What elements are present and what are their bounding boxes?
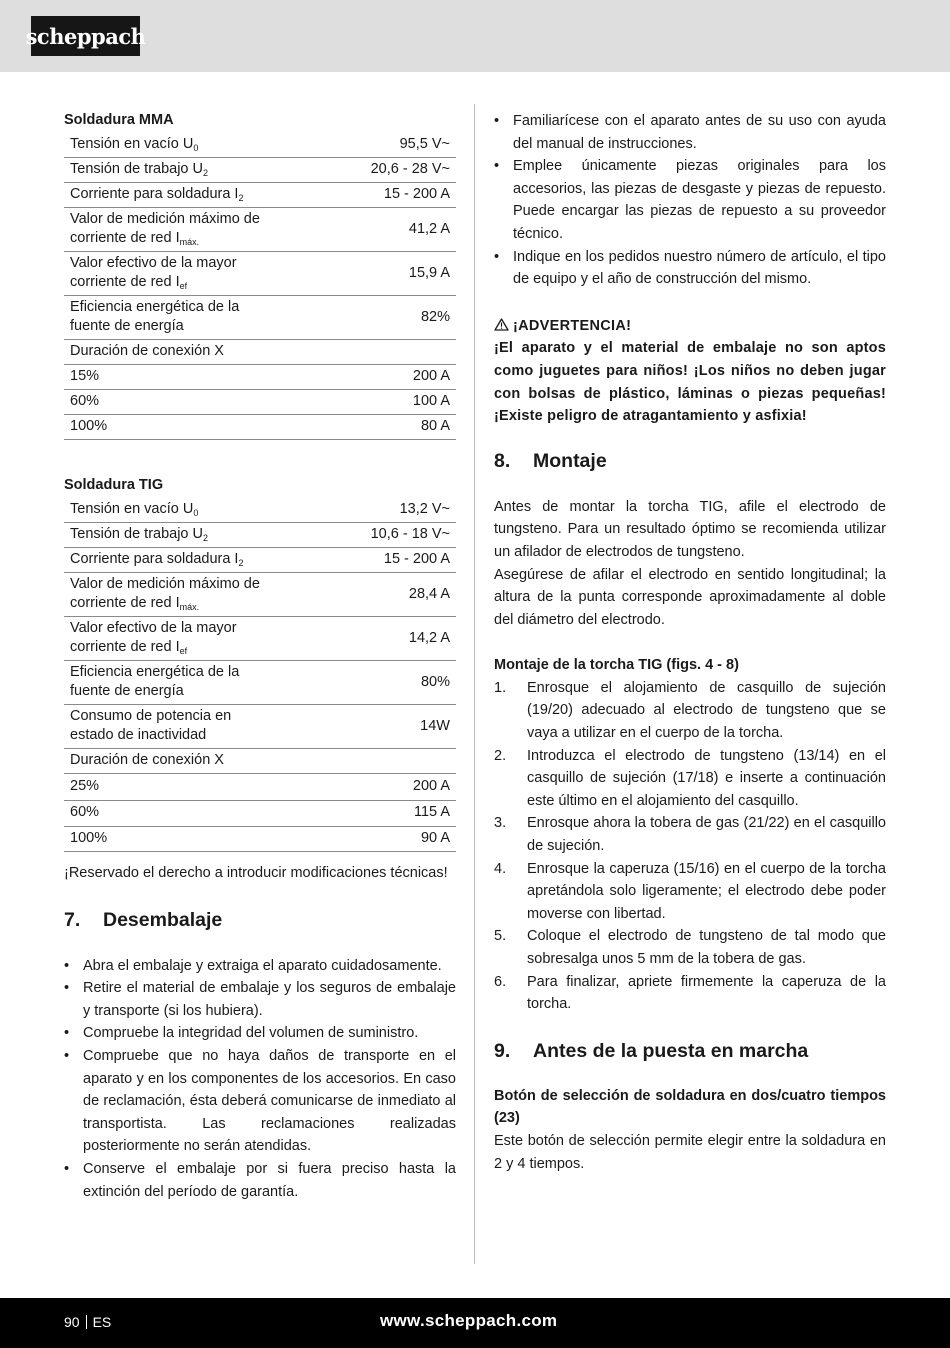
table-row: Duración de conexión X — [64, 749, 456, 774]
list-item: • Retire el material de embalaje y los seguros de embalaje y transporte (si los hubiera). — [64, 977, 456, 1022]
tig-spec-table — [64, 498, 456, 852]
table-row: 25% 200 A — [64, 774, 456, 801]
table-row: 100% 80 A — [64, 415, 456, 440]
section-9-text: Este botón de selección permite elegir entre la soldadura en 2 y 4 tiempos. — [494, 1132, 886, 1172]
table-row: Corriente para soldadura $I_2$ 15 - 200 A — [64, 183, 456, 208]
usage-notes-list — [494, 110, 886, 291]
page-footer — [0, 1298, 950, 1348]
right-column — [494, 110, 886, 1175]
reserved-note: ¡Reservado el derecho a introducir modificaciones técnicas! — [64, 865, 448, 881]
warning-triangle-icon — [494, 314, 509, 337]
table-row: Valor efectivo de la mayor corriente de red $I_{ef}$ 15,9 A — [64, 252, 456, 296]
list-item: • Emplee únicamente piezas originales para los accesorios, las piezas de desgaste y piezas de repuesto. Puede encargar las piezas de repuesto a su proveedor técnico. — [494, 155, 886, 245]
list-item: • Conserve el embalaje por si fuera preciso hasta la extinción del período de garantía. — [64, 1158, 456, 1203]
table-row: Tensión en vacío $U_0$ 95,5 V~ — [64, 133, 456, 158]
list-item: • Familiarícese con el aparato antes de su uso con ayuda del manual de instrucciones. — [494, 110, 886, 155]
list-item: 6. Para finalizar, apriete firmemente la caperuza de la torcha. — [494, 973, 886, 1013]
left-column — [64, 110, 456, 1203]
list-item: 3. Enrosque ahora la tobera de gas (21/22) en el casquillo de sujeción. — [494, 815, 886, 855]
list-item: 1. Enrosque el alojamiento de casquillo de sujeción (19/20) adecuado al electrodo de tungsteno que se vaya a utilizar en el cuerpo de la torcha. — [494, 679, 886, 742]
table-row: Eficiencia energética de la fuente de energía 82% — [64, 296, 456, 340]
section-9-heading: 9. Antes de la puesta en marcha — [494, 1039, 809, 1062]
list-item: • Abra el embalaje y extraiga el aparato cuidadosamente. — [64, 955, 456, 978]
table-row: Eficiencia energética de la fuente de energía 80% — [64, 661, 456, 705]
page-header — [0, 0, 950, 72]
table-row: 60% 100 A — [64, 390, 456, 415]
section-8-intro-2: Asegúrese de afilar el electrodo en sentido longitudinal; la altura de la punta corresponde aproximadamente al doble del diámetro del electrodo. — [494, 566, 886, 628]
brand-logo: scheppach — [31, 16, 140, 56]
list-item: 2. Introduzca el electrodo de tungsteno (13/14) en el casquillo de sujeción (17/18) e inserte a continuación este último en el alojamiento del casquillo. — [494, 747, 886, 809]
mma-table-title: Soldadura MMA — [64, 112, 174, 128]
page-number: 90 ES — [64, 1314, 112, 1330]
warning-title: ¡ADVERTENCIA! — [494, 314, 886, 338]
section-8-steps — [494, 677, 886, 1016]
table-row: Consumo de potencia en estado de inactividad 14W — [64, 705, 456, 749]
table-row: 15% 200 A — [64, 365, 456, 390]
table-row: Valor de medición máximo de corriente de red $I_{máx.}$ 41,2 A — [64, 208, 456, 252]
section-8-heading: 8. Montaje — [494, 449, 607, 472]
section-8-intro: Antes de montar la torcha TIG, afile el electrodo de tungsteno. Para un resultado óptimo se recomienda utilizar un afilador de electrodos de tungsteno. — [494, 498, 886, 560]
column-divider — [474, 104, 475, 1264]
section-7-heading: 7. Desembalaje — [64, 908, 223, 931]
table-row: Valor efectivo de la mayor corriente de red $I_{ef}$ 14,2 A — [64, 617, 456, 661]
table-row: Tensión de trabajo $U_2$ 10,6 - 18 V~ — [64, 523, 456, 548]
table-row: Tensión en vacío $U_0$ 13,2 V~ — [64, 498, 456, 523]
list-item: • Compruebe la integridad del volumen de suministro. — [64, 1022, 456, 1045]
table-row: 60% 115 A — [64, 800, 456, 827]
list-item: • Compruebe que no haya daños de transporte en el aparato y en los componentes de los accesorios. En caso de reclamación, ésta deberá comunicarse de inmediato al transportista. Las reclamaciones realizadas posteriormente no serán atendidas. — [64, 1045, 456, 1158]
section-8-subtitle: Montaje de la torcha TIG (figs. 4 - 8) — [494, 657, 739, 674]
table-row: 100% 90 A — [64, 827, 456, 852]
table-row: Tensión de trabajo $U_2$ 20,6 - 28 V~ — [64, 158, 456, 183]
warning-text: ¡El aparato y el material de embalaje no son aptos como juguetes para niños! ¡Los niños no deben jugar con bolsas de plástico, láminas o piezas pequeñas! ¡Existe peligro de atragantamiento y asfixia! — [494, 340, 886, 425]
section-7-list — [64, 955, 456, 1204]
list-item: 4. Enrosque la caperuza (15/16) en el cuerpo de la torcha apretándola solo ligeramente; el electrodo debe poder moverse con libertad. — [494, 860, 886, 922]
table-row: Duración de conexión X — [64, 340, 456, 365]
tig-table-title: Soldadura TIG — [64, 477, 164, 493]
list-item: • Indique en los pedidos nuestro número de artículo, el tipo de equipo y el año de construcción del mismo. — [494, 246, 886, 291]
table-row: Corriente para soldadura $I_2$ 15 - 200 A — [64, 548, 456, 573]
mma-spec-table — [64, 133, 456, 440]
footer-url-link[interactable]: www.scheppach.com — [380, 1311, 558, 1330]
table-row: Valor de medición máximo de corriente de red $I_{máx.}$ 28,4 A — [64, 573, 456, 617]
list-item: 5. Coloque el electrodo de tungsteno de tal modo que sobresalga unos 5 mm de la tobera de gas. — [494, 928, 886, 967]
section-9-subtitle: Botón de selección de soldadura en dos/cuatro tiempos (23) — [494, 1087, 886, 1127]
